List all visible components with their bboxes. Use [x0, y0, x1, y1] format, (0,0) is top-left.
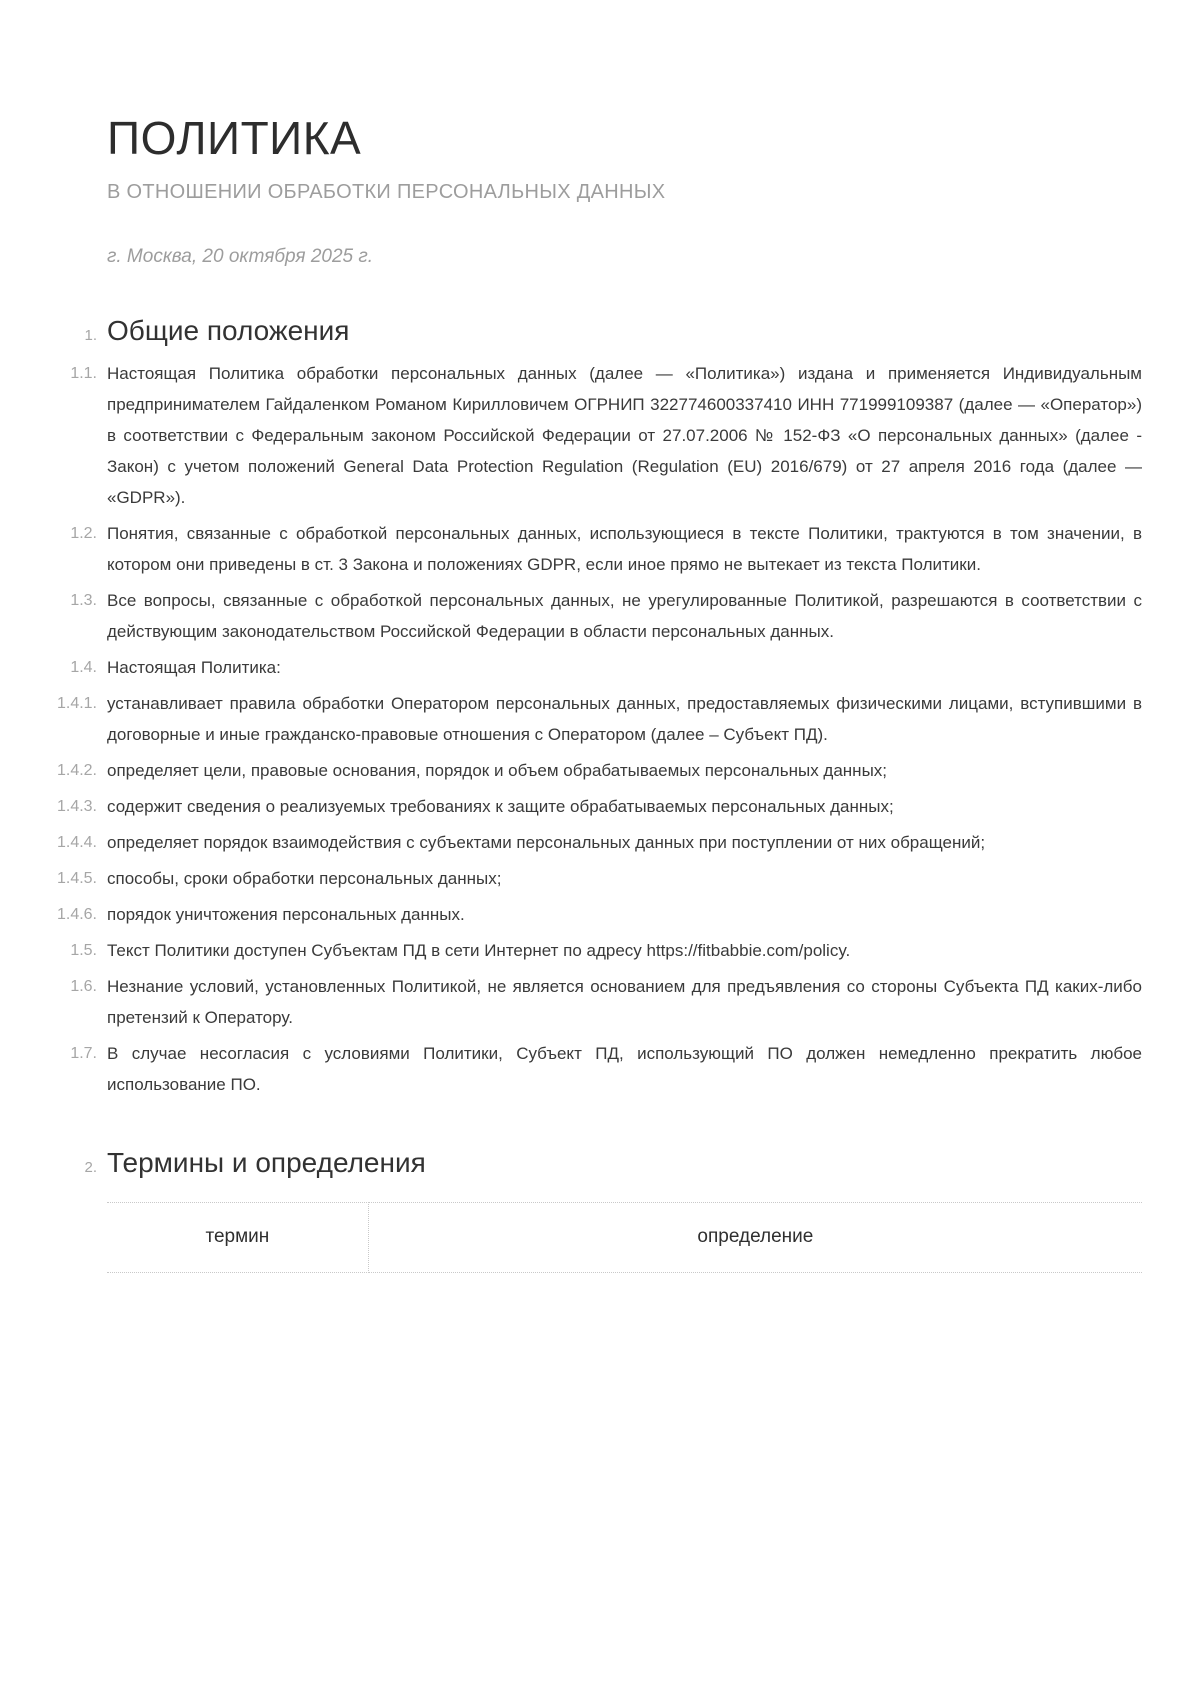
list-item [40, 688, 1142, 750]
item-text: порядок уничтожения персональных данных. [107, 905, 465, 925]
term-column-header: термин [107, 1202, 368, 1272]
item-number: 1.3. [70, 592, 97, 610]
item-text: В случае несогласия с условиями Политики, Субъект ПД, использующий ПО должен немедленно прекратить любое использование ПО. [107, 1044, 1142, 1095]
item-text: Все вопросы, связанные с обработкой персональных данных, не урегулированные Политикой, разрешаются в соответствии с действующим законодательством Российской Федерации в области персональных данных. [107, 591, 1142, 642]
list-item [40, 1038, 1142, 1100]
list-item [40, 863, 1142, 894]
item-number: 1.4.4. [56, 834, 97, 852]
item-text: содержит сведения о реализуемых требованиях к защите обрабатываемых персональных данных; [107, 797, 894, 817]
list-item [40, 971, 1142, 1033]
item-text: Настоящая Политика: [107, 658, 281, 678]
item-text: Понятия, связанные с обработкой персональных данных, использующиеся в тексте Политики, трактуются в том значении, в котором они приведены в ст. 3 Закона и положениях GDPR, если иное прямо не вытекает из текста Политики. [107, 524, 1142, 575]
item-number: 1.6. [70, 978, 97, 996]
terms-table-header-row [107, 1202, 1142, 1272]
section-number: 1. [84, 326, 97, 344]
document-dateline: г. Москва, 20 октября 2025 г. [107, 245, 374, 267]
section-heading-general [40, 314, 1142, 348]
item-text: Незнание условий, установленных Политикой, не является основанием для предъявления со стороны Субъекта ПД каких-либо претензий к Оператору. [107, 977, 1142, 1028]
section-title: Общие положения [107, 314, 350, 346]
item-text: устанавливает правила обработки Оператором персональных данных, предоставляемых физическими лицами, вступившими в договорные и иные гражданско-правовые отношения с Оператором (далее – Субъект ПД). [107, 694, 1142, 745]
item-number: 1.5. [70, 942, 97, 960]
section-title: Термины и определения [107, 1147, 426, 1179]
item-number: 1.4.1. [56, 695, 97, 713]
list-item [40, 755, 1142, 786]
list-item [40, 899, 1142, 930]
item-text: способы, сроки обработки персональных данных; [107, 869, 502, 889]
title-block [107, 113, 1142, 268]
item-number: 1.4.2. [56, 762, 97, 780]
section-heading-terms [40, 1146, 1142, 1180]
list-item [40, 827, 1142, 858]
list-item [40, 791, 1142, 822]
list-item [40, 518, 1142, 580]
item-number: 1.4.5. [56, 870, 97, 888]
item-number: 1.4.3. [56, 798, 97, 816]
list-item [40, 935, 1142, 966]
item-number: 1.4.6. [56, 906, 97, 924]
list-item [40, 652, 1142, 683]
item-text: определяет цели, правовые основания, порядок и объем обрабатываемых персональных данных; [107, 761, 888, 781]
document-title: ПОЛИТИКА [107, 112, 362, 164]
item-text: определяет порядок взаимодействия с субъектами персональных данных при поступлении от них обращений; [107, 833, 986, 853]
item-number: 1.4. [70, 659, 97, 677]
list-item [40, 358, 1142, 513]
document-subtitle: В ОТНОШЕНИИ ОБРАБОТКИ ПЕРСОНАЛЬНЫХ ДАННЫХ [107, 180, 666, 203]
item-text: Настоящая Политика обработки персональных данных (далее — «Политика») издана и применяется Индивидуальным предпринимателем Гайдаленком Романом Кирилловичем ОГРНИП 322774600337410 ИНН 771999109387 (далее — «Оператор») в соответствии с Федеральным законом Российской Федерации от 27.07.2006 № 152-ФЗ «О персональных данных» (далее - Закон) с учетом положений General Data Protection Regulation (Regulation (EU) 2016/679) от 27 апреля 2016 года (далее — «GDPR»). [107, 364, 1142, 508]
item-number: 1.7. [70, 1045, 97, 1063]
section-number: 2. [84, 1159, 97, 1177]
item-text: Текст Политики доступен Субъектам ПД в сети Интернет по адресу https://fitbabbie.com/policy. [107, 941, 851, 961]
list-item [40, 585, 1142, 647]
item-number: 1.2. [70, 525, 97, 543]
item-number: 1.1. [70, 365, 97, 383]
terms-table [107, 1202, 1142, 1273]
definition-column-header: определение [368, 1202, 1142, 1272]
